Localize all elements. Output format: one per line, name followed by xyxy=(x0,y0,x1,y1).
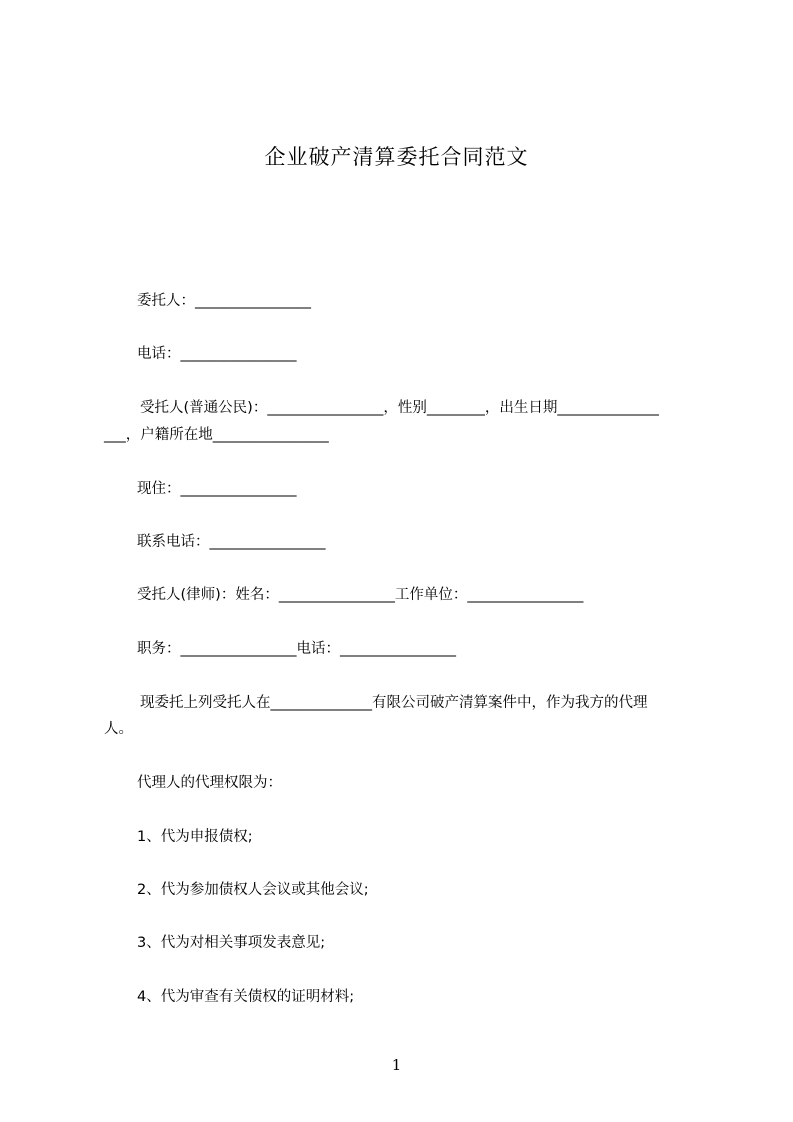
agent-citizen-line: 受托人(普通公民)：________________，性别________，出生日期______________ xyxy=(140,400,659,416)
authority-item-3: 3、代为对相关事项发表意见; xyxy=(137,935,326,951)
authority-item-2: 2、代为参加债权人会议或其他会议; xyxy=(137,882,369,898)
authority-item-1: 1、代为申报债权; xyxy=(137,829,253,845)
residence-line: 现住：________________ xyxy=(137,481,297,497)
contact-phone-line: 联系电话：________________ xyxy=(137,534,326,550)
page-number: 1 xyxy=(391,1056,402,1074)
agent-citizen-line-continued: ___，户籍所在地________________ xyxy=(104,427,329,443)
authority-item-4: 4、代为审查有关债权的证明材料; xyxy=(137,989,355,1005)
entrustment-line: 现委托上列受托人在______________有限公司破产清算案件中，作为我方的代理 xyxy=(140,695,648,711)
document-title: 企业破产清算委托合同范文 xyxy=(264,145,529,169)
client-phone-line: 电话：________________ xyxy=(137,346,297,362)
position-phone-line: 职务：________________电话：________________ xyxy=(137,641,456,657)
agent-lawyer-line: 受托人(律师)：姓名：________________工作单位：________________ xyxy=(137,587,584,603)
client-line: 委托人：________________ xyxy=(137,293,311,309)
entrustment-line-continued: 人。 xyxy=(104,721,133,737)
authority-heading: 代理人的代理权限为： xyxy=(137,775,282,791)
